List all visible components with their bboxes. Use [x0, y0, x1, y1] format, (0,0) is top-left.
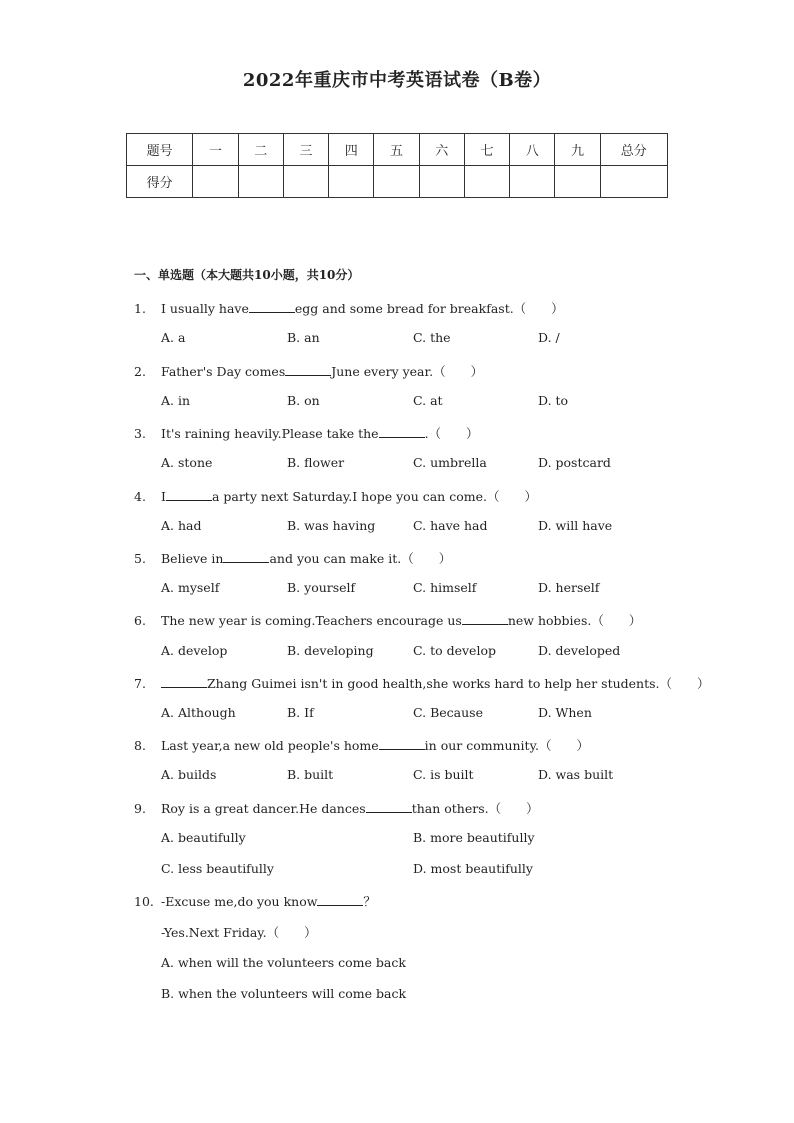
- option-b: B. developing: [287, 643, 374, 658]
- score-cell: [510, 166, 555, 198]
- question-1: [134, 299, 564, 317]
- header-cell: 七: [464, 134, 509, 166]
- header-cell: 三: [283, 134, 328, 166]
- question-text: than others.（ ）: [411, 801, 539, 816]
- question-number: 9.: [134, 801, 146, 816]
- question-text: Roy is a great dancer.He dances: [161, 801, 366, 816]
- question-number: 2.: [134, 364, 146, 379]
- option-a: A. stone: [161, 455, 213, 470]
- option-a: A. develop: [161, 643, 228, 658]
- question-text: Last year,a new old people's home: [161, 738, 379, 753]
- question-text: The new year is coming.Teachers encourage us: [161, 613, 462, 628]
- header-cell: 八: [510, 134, 555, 166]
- answer-blank: [161, 676, 207, 688]
- option-c: C. umbrella: [413, 455, 487, 470]
- question-text: ？: [363, 894, 376, 909]
- question-text: June every year.（ ）: [331, 364, 484, 379]
- score-table: [126, 133, 668, 198]
- question-text: -Excuse me,do you know: [161, 894, 318, 909]
- answer-blank: [379, 738, 425, 750]
- question-text: egg and some bread for breakfast.（ ）: [294, 301, 564, 316]
- option-d: D. /: [538, 330, 560, 345]
- option-c: C. is built: [413, 767, 474, 782]
- option-c: C. the: [413, 330, 451, 345]
- option-c: C. himself: [413, 580, 477, 595]
- question-number: 4.: [134, 489, 146, 504]
- question-text: Father's Day comes: [161, 364, 286, 379]
- page-title: 2022年重庆市中考英语试卷（B卷）: [242, 70, 552, 91]
- header-cell: 一: [193, 134, 238, 166]
- question-number: 6.: [134, 613, 146, 628]
- question-5: [134, 549, 451, 567]
- question-number: 1.: [134, 301, 146, 316]
- option-b: B. flower: [287, 455, 345, 470]
- option-c: C. Because: [413, 705, 483, 720]
- question-text: .（ ）: [424, 426, 479, 441]
- header-cell: 六: [419, 134, 464, 166]
- question-8: [134, 736, 589, 754]
- option-b: B. an: [287, 330, 320, 345]
- header-cell: 二: [238, 134, 283, 166]
- header-cell: 总分: [600, 134, 667, 166]
- option-a: A. a: [161, 330, 186, 345]
- header-cell: 五: [374, 134, 419, 166]
- score-row-label: 得分: [127, 166, 193, 198]
- question-4: [134, 487, 537, 505]
- answer-blank: [166, 489, 212, 501]
- option-c: C. to develop: [413, 643, 496, 658]
- option-c: C. less beautifully: [161, 861, 274, 876]
- option-a: A. in: [161, 393, 191, 408]
- option-d: D. to: [538, 393, 569, 408]
- answer-blank: [223, 551, 269, 563]
- question-text: I usually have: [161, 301, 249, 316]
- question-text: It's raining heavily.Please take the: [161, 426, 379, 441]
- option-a: A. Although: [161, 705, 236, 720]
- question-6: [134, 611, 641, 629]
- score-cell: [329, 166, 374, 198]
- answer-blank: [317, 894, 363, 906]
- score-cell: [374, 166, 419, 198]
- option-b: B. built: [287, 767, 334, 782]
- question-3: [134, 424, 479, 442]
- question-number: 8.: [134, 738, 146, 753]
- question-10-line2: -Yes.Next Friday.（ ）: [161, 925, 317, 940]
- option-c: C. have had: [413, 518, 488, 533]
- section-title: 一、单选题（本大题共10小题，共10分）: [134, 268, 360, 282]
- question-number: 7.: [134, 676, 146, 691]
- answer-blank: [379, 426, 425, 438]
- question-text: I: [161, 489, 166, 504]
- option-a: A. beautifully: [161, 830, 246, 845]
- question-number: 10.: [134, 894, 154, 909]
- question-text: in our community.（ ）: [424, 738, 589, 753]
- header-cell: 四: [329, 134, 374, 166]
- answer-blank: [366, 801, 412, 813]
- score-cell: [555, 166, 600, 198]
- question-number: 5.: [134, 551, 146, 566]
- header-cell: 题号: [127, 134, 193, 166]
- score-table-header-row: [127, 134, 668, 166]
- option-d: D. When: [538, 705, 592, 720]
- question-text: new hobbies.（ ）: [507, 613, 642, 628]
- answer-blank: [249, 301, 295, 313]
- option-d: D. postcard: [538, 455, 611, 470]
- option-d: D. most beautifully: [413, 861, 533, 876]
- answer-blank: [285, 364, 331, 376]
- question-text: a party next Saturday.I hope you can come.（ ）: [211, 489, 537, 504]
- question-text: and you can make it.（ ）: [269, 551, 452, 566]
- question-10: [134, 892, 376, 910]
- option-a: A. had: [161, 518, 202, 533]
- question-text: Believe in: [161, 551, 224, 566]
- option-b: B. on: [287, 393, 320, 408]
- option-a: A. myself: [161, 580, 220, 595]
- question-text: Zhang Guimei isn't in good health,she works hard to help her students.（ ）: [207, 676, 710, 691]
- option-b: B. more beautifully: [413, 830, 535, 845]
- option-b: B. yourself: [287, 580, 356, 595]
- score-cell: [464, 166, 509, 198]
- option-b: B. was having: [287, 518, 376, 533]
- option-b: B. when the volunteers will come back: [161, 986, 407, 1001]
- question-7: [134, 674, 710, 692]
- header-cell: 九: [555, 134, 600, 166]
- question-9: [134, 799, 539, 817]
- question-2: [134, 362, 483, 380]
- option-a: A. when will the volunteers come back: [161, 955, 406, 970]
- option-b: B. If: [287, 705, 314, 720]
- option-d: D. herself: [538, 580, 600, 595]
- score-cell: [283, 166, 328, 198]
- score-table-score-row: [127, 166, 668, 198]
- score-cell: [238, 166, 283, 198]
- score-cell: [193, 166, 238, 198]
- option-d: D. will have: [538, 518, 613, 533]
- option-c: C. at: [413, 393, 443, 408]
- score-cell: [419, 166, 464, 198]
- answer-blank: [462, 613, 508, 625]
- option-d: D. developed: [538, 643, 621, 658]
- option-a: A. builds: [161, 767, 217, 782]
- option-d: D. was built: [538, 767, 614, 782]
- score-cell: [600, 166, 667, 198]
- question-number: 3.: [134, 426, 146, 441]
